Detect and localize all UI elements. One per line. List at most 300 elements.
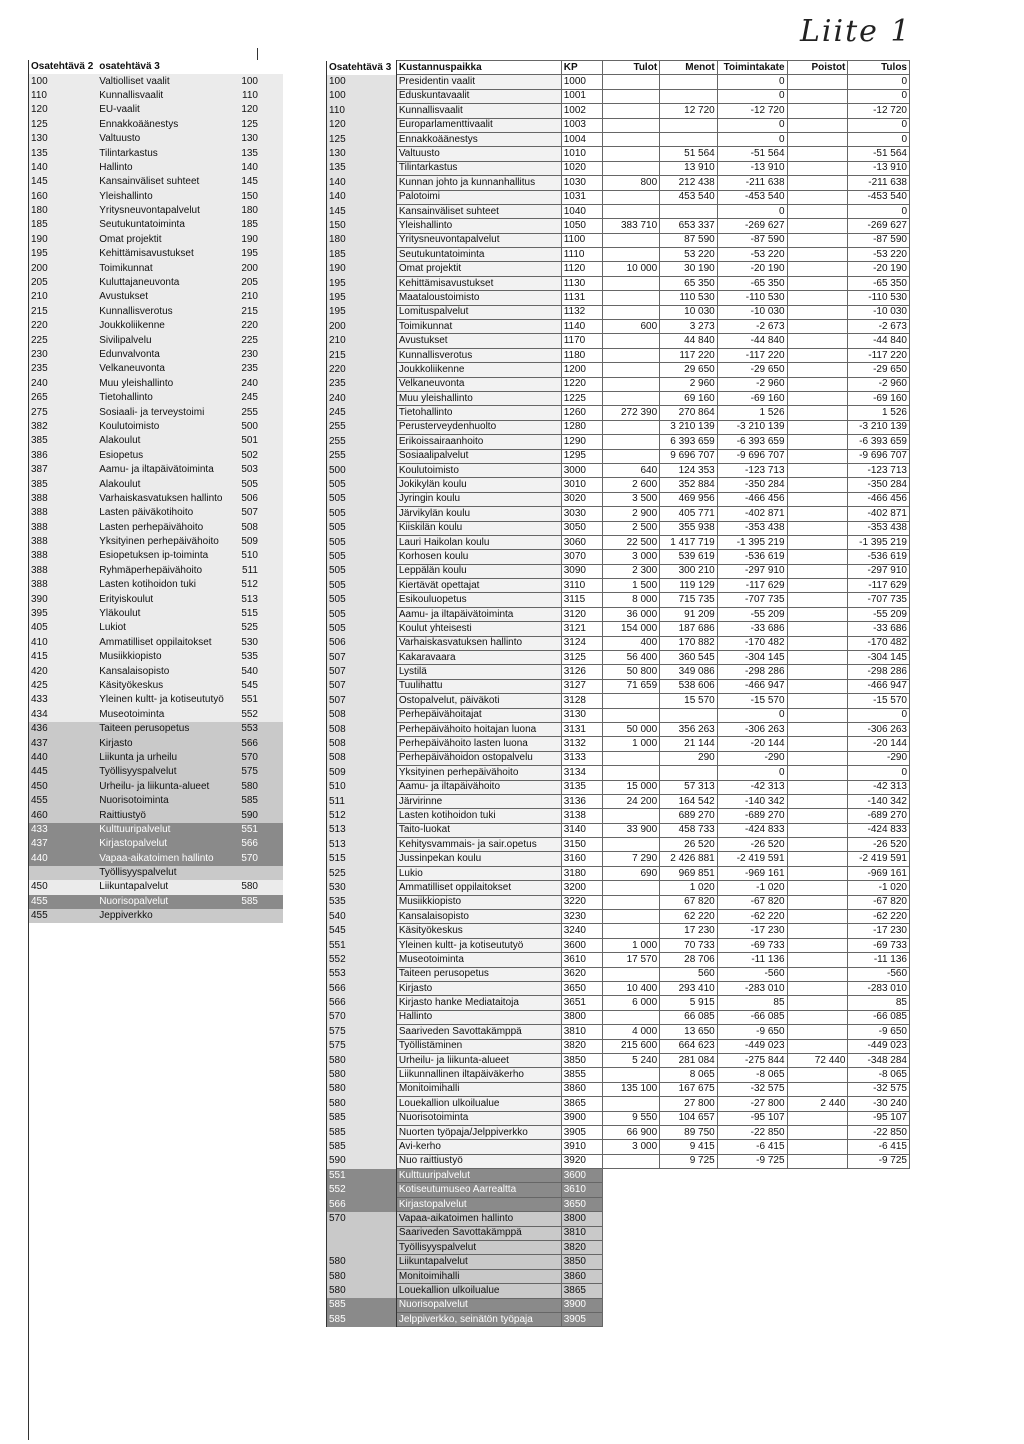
depreciation-value xyxy=(787,910,848,924)
left-table-row xyxy=(29,708,284,722)
kp-code: 1031 xyxy=(561,190,602,204)
cost-center-row xyxy=(327,1212,910,1226)
result-value: -290 xyxy=(848,751,910,765)
depreciation-value xyxy=(787,1241,848,1255)
income-value xyxy=(602,190,659,204)
expense-value: 53 220 xyxy=(660,248,718,262)
left-table-row xyxy=(29,664,284,678)
operating-margin: -298 286 xyxy=(717,665,787,679)
cost-center-row xyxy=(327,118,910,132)
cost-center-name: Kotiseutumuseo Aarrealtta xyxy=(396,1183,561,1197)
cost-center-name: Europarlamenttivaalit xyxy=(396,118,561,132)
result-value: -969 161 xyxy=(848,866,910,880)
cost-center-name: Saariveden Savottakämppä xyxy=(396,1025,561,1039)
operating-margin: -2 419 591 xyxy=(717,852,787,866)
result-value: -123 713 xyxy=(848,463,910,477)
cost-center-row xyxy=(327,794,910,808)
task-code: 120 xyxy=(327,118,397,132)
kp-code: 3910 xyxy=(561,1140,602,1154)
depreciation-value xyxy=(787,449,848,463)
cost-center-name: Korhosen koulu xyxy=(396,550,561,564)
expense-value xyxy=(660,1298,718,1312)
cost-center-name: Esikouluopetus xyxy=(396,593,561,607)
expense-value: 27 800 xyxy=(660,1097,718,1111)
left-row-code: 455 xyxy=(29,895,96,909)
left-table-row xyxy=(29,132,284,146)
result-value xyxy=(848,1298,910,1312)
cost-center-name: Lauri Haikolan koulu xyxy=(396,535,561,549)
depreciation-value xyxy=(787,1154,848,1168)
task-code: 580 xyxy=(327,1082,397,1096)
income-value xyxy=(602,766,659,780)
result-value: 0 xyxy=(848,89,910,103)
depreciation-value xyxy=(787,1010,848,1024)
left-table-row xyxy=(29,909,284,923)
left-row-code: 415 xyxy=(29,650,96,664)
result-value: -42 313 xyxy=(848,780,910,794)
operating-margin: -304 145 xyxy=(717,651,787,665)
expense-value: 1 417 719 xyxy=(660,535,718,549)
left-row-label: Käsityökeskus xyxy=(95,679,233,693)
cost-center-row xyxy=(327,679,910,693)
kp-code: 1130 xyxy=(561,276,602,290)
cost-center-name: Kulttuuripalvelut xyxy=(396,1169,561,1183)
income-value xyxy=(602,305,659,319)
cost-center-name: Erikoissairaanhoito xyxy=(396,435,561,449)
depreciation-value xyxy=(787,665,848,679)
cost-center-row xyxy=(327,1197,910,1211)
left-row-code: 508 xyxy=(233,521,283,535)
operating-margin: -13 910 xyxy=(717,161,787,175)
left-row-code: 525 xyxy=(233,621,283,635)
task-code: 590 xyxy=(327,1154,397,1168)
task-code: 255 xyxy=(327,420,397,434)
kp-code: 1002 xyxy=(561,104,602,118)
left-row-code: 510 xyxy=(233,549,283,563)
operating-margin: -170 482 xyxy=(717,636,787,650)
result-value xyxy=(848,1241,910,1255)
task-code: 505 xyxy=(327,593,397,607)
kp-code: 3610 xyxy=(561,1183,602,1197)
kp-code: 3865 xyxy=(561,1284,602,1298)
result-value: 85 xyxy=(848,996,910,1010)
left-row-code: 440 xyxy=(29,851,96,865)
left-row-code: 190 xyxy=(29,233,96,247)
operating-margin: -3 210 139 xyxy=(717,420,787,434)
expense-value: 349 086 xyxy=(660,665,718,679)
cost-center-name: Koulutoimisto xyxy=(396,463,561,477)
result-value: -10 030 xyxy=(848,305,910,319)
left-row-code: 185 xyxy=(29,218,96,232)
income-value xyxy=(602,1154,659,1168)
left-table-row xyxy=(29,621,284,635)
cost-center-row xyxy=(327,967,910,981)
left-row-label: Ammatilliset oppilaitokset xyxy=(95,636,233,650)
expense-value: 469 956 xyxy=(660,492,718,506)
left-row-label: Sivilipalvelu xyxy=(95,333,233,347)
income-value: 600 xyxy=(602,320,659,334)
right-header-cell: Toimintakate xyxy=(717,61,787,75)
cost-center-row xyxy=(327,1025,910,1039)
cost-center-row xyxy=(327,938,910,952)
task-code: 195 xyxy=(327,276,397,290)
expense-value: 360 545 xyxy=(660,651,718,665)
left-table-row xyxy=(29,765,284,779)
cost-center-row xyxy=(327,492,910,506)
left-row-label: Jeppiverkko xyxy=(95,909,233,923)
task-code: 507 xyxy=(327,651,397,665)
result-value: -304 145 xyxy=(848,651,910,665)
task-code: 552 xyxy=(327,1183,397,1197)
operating-margin xyxy=(717,1226,787,1240)
income-value xyxy=(602,291,659,305)
depreciation-value xyxy=(787,1197,848,1211)
result-value: -20 144 xyxy=(848,737,910,751)
depreciation-value xyxy=(787,982,848,996)
cost-center-name: Perhepäivähoito lasten luona xyxy=(396,737,561,751)
expense-value: 67 820 xyxy=(660,895,718,909)
left-row-code: 388 xyxy=(29,535,96,549)
income-value xyxy=(602,104,659,118)
left-table-row xyxy=(29,233,284,247)
result-value: -65 350 xyxy=(848,276,910,290)
left-table-row xyxy=(29,751,284,765)
cost-center-name: Kakaravaara xyxy=(396,651,561,665)
left-table-row xyxy=(29,290,284,304)
income-value xyxy=(602,377,659,391)
cost-center-name: Yleinen kultt- ja kotiseututyö xyxy=(396,938,561,952)
depreciation-value xyxy=(787,391,848,405)
operating-margin: -87 590 xyxy=(717,233,787,247)
income-value xyxy=(602,967,659,981)
cost-center-name: Eduskuntavaalit xyxy=(396,89,561,103)
left-table-row xyxy=(29,449,284,463)
result-value: -466 456 xyxy=(848,492,910,506)
kp-code: 3240 xyxy=(561,924,602,938)
expense-value: 110 530 xyxy=(660,291,718,305)
result-value: -707 735 xyxy=(848,593,910,607)
task-code: 505 xyxy=(327,521,397,535)
cost-center-name: Tuulihattu xyxy=(396,679,561,693)
cost-center-row xyxy=(327,708,910,722)
operating-margin xyxy=(717,1284,787,1298)
cost-center-row xyxy=(327,1097,910,1111)
task-code: 500 xyxy=(327,463,397,477)
kp-code: 1140 xyxy=(561,320,602,334)
cost-center-name: Avi-kerho xyxy=(396,1140,561,1154)
result-value: -211 638 xyxy=(848,176,910,190)
left-row-code: 385 xyxy=(29,434,96,448)
result-value: -69 733 xyxy=(848,938,910,952)
left-row-code: 195 xyxy=(29,247,96,261)
left-row-code: 180 xyxy=(233,204,283,218)
left-row-label: Kunnallisvaalit xyxy=(95,89,233,103)
left-row-code: 585 xyxy=(233,794,283,808)
kp-code: 3126 xyxy=(561,665,602,679)
left-row-code: 566 xyxy=(233,837,283,851)
task-code: 185 xyxy=(327,248,397,262)
left-table-row xyxy=(29,146,284,160)
kp-code: 3125 xyxy=(561,651,602,665)
task-code: 585 xyxy=(327,1312,397,1326)
cost-center-name: Lomituspalvelut xyxy=(396,305,561,319)
expense-value: 119 129 xyxy=(660,579,718,593)
result-value: -453 540 xyxy=(848,190,910,204)
expense-value: 57 313 xyxy=(660,780,718,794)
left-row-code: 205 xyxy=(233,276,283,290)
left-row-code: 505 xyxy=(233,477,283,491)
kp-code: 3650 xyxy=(561,1197,602,1211)
left-table-row xyxy=(29,564,284,578)
income-value: 33 900 xyxy=(602,823,659,837)
income-value: 3 000 xyxy=(602,1140,659,1154)
kp-code: 3230 xyxy=(561,910,602,924)
kp-code: 1280 xyxy=(561,420,602,434)
depreciation-value xyxy=(787,996,848,1010)
cost-center-row xyxy=(327,982,910,996)
income-value: 9 550 xyxy=(602,1111,659,1125)
cost-center-name: Järvirinne xyxy=(396,794,561,808)
left-table-row xyxy=(29,679,284,693)
operating-margin: -9 725 xyxy=(717,1154,787,1168)
kp-code: 3133 xyxy=(561,751,602,765)
left-row-code: 245 xyxy=(233,391,283,405)
task-code: 505 xyxy=(327,622,397,636)
left-row-code: 388 xyxy=(29,521,96,535)
operating-margin: -350 284 xyxy=(717,478,787,492)
result-value: -2 419 591 xyxy=(848,852,910,866)
kp-code: 3820 xyxy=(561,1039,602,1053)
kp-code: 3855 xyxy=(561,1068,602,1082)
left-row-code: 185 xyxy=(233,218,283,232)
right-header-cell: Tulot xyxy=(602,61,659,75)
expense-value: 969 851 xyxy=(660,866,718,880)
cost-center-row xyxy=(327,665,910,679)
cost-center-row xyxy=(327,866,910,880)
cost-center-row xyxy=(327,751,910,765)
cost-center-name: Kirjastopalvelut xyxy=(396,1197,561,1211)
cost-center-row xyxy=(327,838,910,852)
cost-center-row xyxy=(327,435,910,449)
cost-center-row xyxy=(327,190,910,204)
task-code: 570 xyxy=(327,1212,397,1226)
left-row-code: 433 xyxy=(29,693,96,707)
operating-margin: -12 720 xyxy=(717,104,787,118)
cost-center-name: Ammatilliset oppilaitokset xyxy=(396,881,561,895)
operating-margin: -42 313 xyxy=(717,780,787,794)
result-value: -298 286 xyxy=(848,665,910,679)
handwritten-annotation: Liite 1 xyxy=(800,14,912,49)
left-row-code: 215 xyxy=(233,305,283,319)
cost-center-name: Tilintarkastus xyxy=(396,161,561,175)
income-value: 215 600 xyxy=(602,1039,659,1053)
left-table-row xyxy=(29,837,284,851)
kp-code: 3134 xyxy=(561,766,602,780)
income-value: 135 100 xyxy=(602,1082,659,1096)
result-value xyxy=(848,1255,910,1269)
task-code: 195 xyxy=(327,305,397,319)
left-row-label: Kunnallisverotus xyxy=(95,305,233,319)
kp-code: 3850 xyxy=(561,1053,602,1067)
cost-center-row xyxy=(327,377,910,391)
depreciation-value xyxy=(787,492,848,506)
expense-value: 281 084 xyxy=(660,1053,718,1067)
kp-code: 3651 xyxy=(561,996,602,1010)
result-value: -17 230 xyxy=(848,924,910,938)
left-table-row xyxy=(29,218,284,232)
depreciation-value xyxy=(787,320,848,334)
left-header-cell: Osatehtävä 2 xyxy=(29,60,96,74)
result-value: -13 910 xyxy=(848,161,910,175)
left-row-code: 240 xyxy=(29,377,96,391)
operating-margin: -44 840 xyxy=(717,334,787,348)
operating-margin: -95 107 xyxy=(717,1111,787,1125)
result-value: 0 xyxy=(848,766,910,780)
cost-center-row xyxy=(327,809,910,823)
result-value xyxy=(848,1212,910,1226)
left-row-code: 215 xyxy=(29,305,96,319)
left-row-code: 450 xyxy=(29,780,96,794)
kp-code: 1000 xyxy=(561,75,602,89)
task-code: 512 xyxy=(327,809,397,823)
cost-center-row xyxy=(327,1226,910,1240)
cost-center-row xyxy=(327,320,910,334)
depreciation-value xyxy=(787,132,848,146)
left-row-code: 275 xyxy=(29,405,96,419)
expense-value: 405 771 xyxy=(660,507,718,521)
left-table-row xyxy=(29,204,284,218)
income-value xyxy=(602,161,659,175)
cost-center-row xyxy=(327,1183,910,1197)
depreciation-value xyxy=(787,507,848,521)
left-row-label: Sosiaali- ja terveystoimi xyxy=(95,405,233,419)
expense-value: 538 606 xyxy=(660,679,718,693)
operating-margin: -67 820 xyxy=(717,895,787,909)
depreciation-value xyxy=(787,895,848,909)
income-value: 17 570 xyxy=(602,953,659,967)
income-value: 800 xyxy=(602,176,659,190)
depreciation-value xyxy=(787,334,848,348)
operating-margin: -66 085 xyxy=(717,1010,787,1024)
depreciation-value xyxy=(787,809,848,823)
task-code: 580 xyxy=(327,1255,397,1269)
left-row-code: 513 xyxy=(233,592,283,606)
left-row-code: 130 xyxy=(233,132,283,146)
left-table-row xyxy=(29,607,284,621)
operating-margin: -6 415 xyxy=(717,1140,787,1154)
depreciation-value xyxy=(787,852,848,866)
income-value xyxy=(602,391,659,405)
task-code: 585 xyxy=(327,1298,397,1312)
kp-code: 3905 xyxy=(561,1125,602,1139)
cost-center-name: Kunnan johto ja kunnanhallitus xyxy=(396,176,561,190)
result-value: -44 840 xyxy=(848,334,910,348)
cost-center-row xyxy=(327,478,910,492)
expense-value: 187 686 xyxy=(660,622,718,636)
left-table-body xyxy=(29,60,284,923)
depreciation-value xyxy=(787,1025,848,1039)
left-row-label: Taiteen perusopetus xyxy=(95,722,233,736)
operating-margin xyxy=(717,1183,787,1197)
depreciation-value xyxy=(787,204,848,218)
task-code: 220 xyxy=(327,363,397,377)
left-row-label: Valtuusto xyxy=(95,132,233,146)
expense-value: 70 733 xyxy=(660,938,718,952)
expense-value: 17 230 xyxy=(660,924,718,938)
left-row-label: Lasten perhepäivähoito xyxy=(95,521,233,535)
income-value xyxy=(602,751,659,765)
operating-margin: -62 220 xyxy=(717,910,787,924)
left-table-row xyxy=(29,851,284,865)
left-table-row xyxy=(29,808,284,822)
kp-code: 3010 xyxy=(561,478,602,492)
left-row-code: 506 xyxy=(233,492,283,506)
left-row-label: Aamu- ja iltapäivätoiminta xyxy=(95,463,233,477)
operating-margin: -2 673 xyxy=(717,320,787,334)
result-value: 0 xyxy=(848,75,910,89)
cost-center-name: Museotoiminta xyxy=(396,953,561,967)
depreciation-value xyxy=(787,823,848,837)
left-table-row xyxy=(29,175,284,189)
left-row-label: Vapaa-aikatoimen hallinto xyxy=(95,851,233,865)
cost-center-row xyxy=(327,233,910,247)
left-row-code: 540 xyxy=(233,664,283,678)
left-table-row xyxy=(29,276,284,290)
income-value xyxy=(602,1010,659,1024)
kp-code: 3136 xyxy=(561,794,602,808)
kp-code: 3900 xyxy=(561,1298,602,1312)
operating-margin: -123 713 xyxy=(717,463,787,477)
income-value: 10 000 xyxy=(602,262,659,276)
income-value: 56 400 xyxy=(602,651,659,665)
operating-margin: -353 438 xyxy=(717,521,787,535)
left-row-code: 385 xyxy=(29,477,96,491)
cost-center-row xyxy=(327,219,910,233)
left-row-code: 225 xyxy=(29,333,96,347)
expense-value xyxy=(660,118,718,132)
cost-center-row xyxy=(327,1039,910,1053)
income-value xyxy=(602,435,659,449)
depreciation-value xyxy=(787,377,848,391)
kp-code: 3600 xyxy=(561,1169,602,1183)
result-value: -51 564 xyxy=(848,147,910,161)
income-value xyxy=(602,118,659,132)
expense-value xyxy=(660,766,718,780)
task-code: 580 xyxy=(327,1053,397,1067)
left-row-label: Liikunta ja urheilu xyxy=(95,751,233,765)
left-table-row xyxy=(29,261,284,275)
income-value: 2 500 xyxy=(602,521,659,535)
operating-margin: -402 871 xyxy=(717,507,787,521)
left-row-code: 387 xyxy=(29,463,96,477)
kp-code: 3090 xyxy=(561,564,602,578)
left-header-cell xyxy=(233,60,283,74)
left-row-label: Koulutoimisto xyxy=(95,420,233,434)
operating-margin xyxy=(717,1298,787,1312)
left-table-row xyxy=(29,535,284,549)
left-row-code: 512 xyxy=(233,578,283,592)
task-code: 140 xyxy=(327,176,397,190)
depreciation-value xyxy=(787,924,848,938)
depreciation-value xyxy=(787,435,848,449)
depreciation-value xyxy=(787,1140,848,1154)
left-row-code: 433 xyxy=(29,823,96,837)
cost-center-name: Kehitysvammais- ja sair.opetus xyxy=(396,838,561,852)
left-table-row xyxy=(29,247,284,261)
cost-center-row xyxy=(327,996,910,1010)
depreciation-value xyxy=(787,751,848,765)
cost-center-name: Liikuntapalvelut xyxy=(396,1255,561,1269)
